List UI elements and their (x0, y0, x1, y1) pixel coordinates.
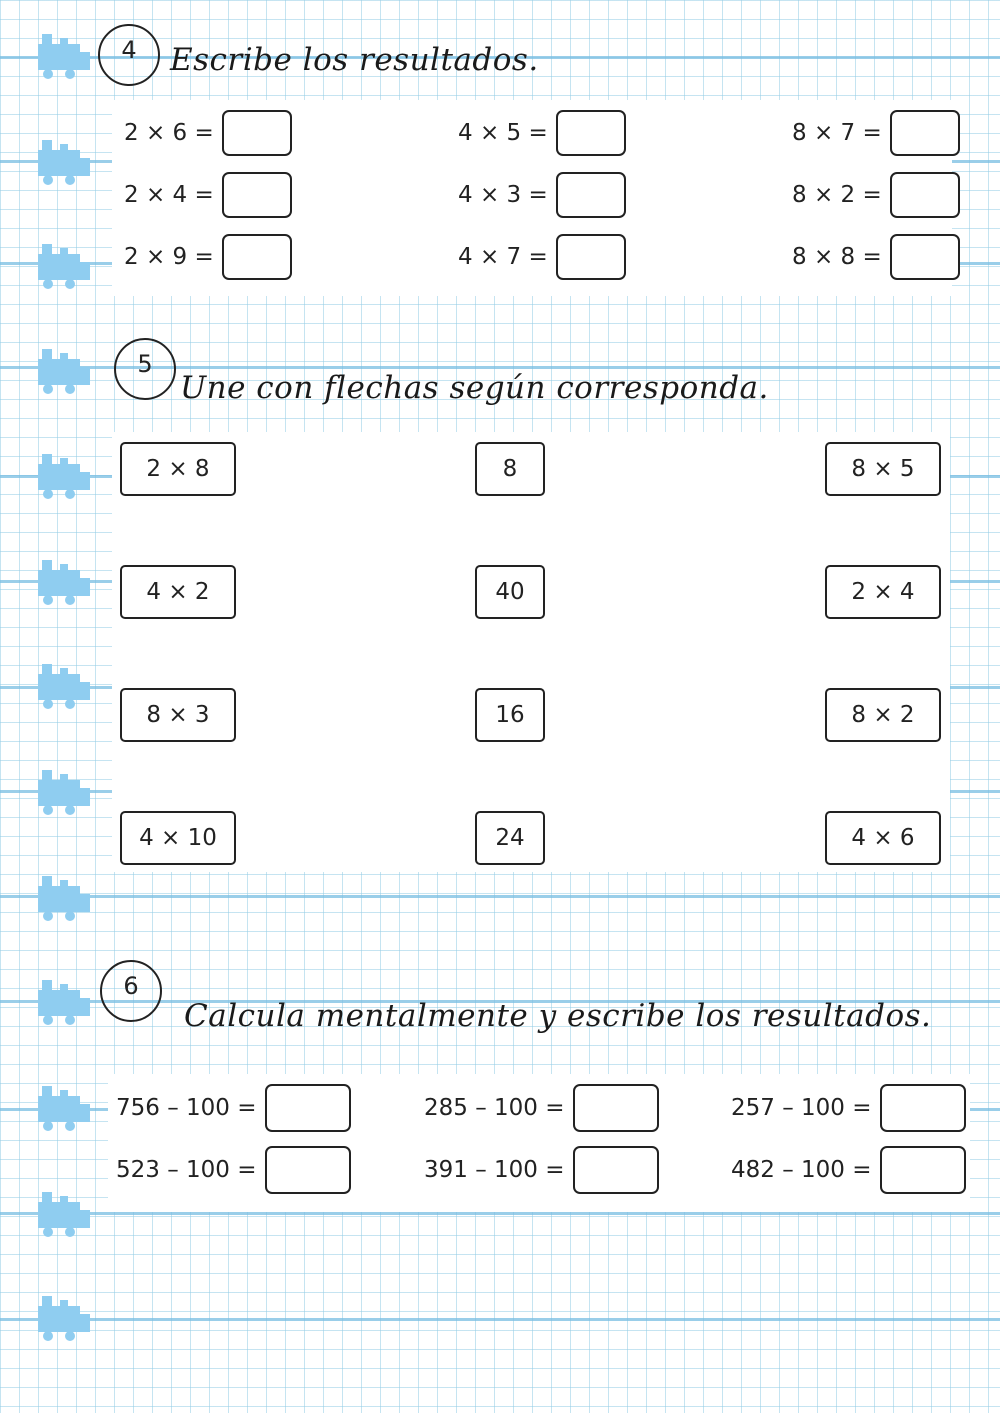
answer-box[interactable] (880, 1146, 966, 1194)
answer-box[interactable] (890, 172, 960, 218)
train-icon (34, 872, 94, 922)
right-expression[interactable]: 2 × 4 (825, 565, 941, 619)
equation-text: 2 × 6 = (124, 120, 214, 146)
answer-box[interactable] (880, 1084, 966, 1132)
answer-box[interactable] (573, 1146, 659, 1194)
equation (731, 1146, 966, 1194)
train-icon (34, 30, 94, 80)
left-expression[interactable]: 4 × 2 (120, 565, 236, 619)
equation (792, 110, 960, 156)
equation-text: 8 × 8 = (792, 244, 882, 270)
answer-box[interactable] (265, 1146, 351, 1194)
equation-text: 391 – 100 = (424, 1157, 565, 1183)
ruled-line (0, 1318, 1000, 1321)
equation (458, 172, 626, 218)
answer-box[interactable] (265, 1084, 351, 1132)
equation (424, 1084, 659, 1132)
equation-text: 8 × 2 = (792, 182, 882, 208)
equation (731, 1084, 966, 1132)
left-expression[interactable]: 8 × 3 (120, 688, 236, 742)
section6-title: Calcula mentalmente y escribe los resultados. (184, 998, 932, 1034)
equation (792, 234, 960, 280)
equation-text: 4 × 5 = (458, 120, 548, 146)
train-icon (34, 136, 94, 186)
ruled-line (0, 895, 1000, 898)
result-value[interactable]: 24 (475, 811, 545, 865)
equation (458, 110, 626, 156)
result-value[interactable]: 16 (475, 688, 545, 742)
equation-text: 2 × 4 = (124, 182, 214, 208)
train-icon (34, 240, 94, 290)
answer-box[interactable] (222, 234, 292, 280)
section5-panel (112, 432, 950, 872)
train-icon (34, 976, 94, 1026)
equation (124, 172, 292, 218)
equation (424, 1146, 659, 1194)
answer-box[interactable] (222, 172, 292, 218)
equation-text: 8 × 7 = (792, 120, 882, 146)
equation (116, 1084, 351, 1132)
equation (458, 234, 626, 280)
answer-box[interactable] (222, 110, 292, 156)
right-expression[interactable]: 4 × 6 (825, 811, 941, 865)
equation-text: 523 – 100 = (116, 1157, 257, 1183)
result-value[interactable]: 40 (475, 565, 545, 619)
section5-title: Une con flechas según corresponda. (180, 370, 769, 406)
equation-text: 257 – 100 = (731, 1095, 872, 1121)
train-icon (34, 1292, 94, 1342)
exercise-number-5: 5 (114, 338, 176, 400)
train-icon (34, 660, 94, 710)
right-expression[interactable]: 8 × 5 (825, 442, 941, 496)
answer-box[interactable] (556, 110, 626, 156)
equation-text: 482 – 100 = (731, 1157, 872, 1183)
train-icon (34, 1082, 94, 1132)
train-icon (34, 1188, 94, 1238)
equation-text: 2 × 9 = (124, 244, 214, 270)
answer-box[interactable] (890, 234, 960, 280)
exercise-number-4: 4 (98, 24, 160, 86)
result-value[interactable]: 8 (475, 442, 545, 496)
equation-text: 285 – 100 = (424, 1095, 565, 1121)
ruled-line (0, 1212, 1000, 1215)
right-expression[interactable]: 8 × 2 (825, 688, 941, 742)
equation (792, 172, 960, 218)
train-icon (34, 556, 94, 606)
answer-box[interactable] (556, 172, 626, 218)
equation-text: 4 × 3 = (458, 182, 548, 208)
train-icon (34, 345, 94, 395)
answer-box[interactable] (556, 234, 626, 280)
equation (116, 1146, 351, 1194)
exercise-number-6: 6 (100, 960, 162, 1022)
train-icon (34, 450, 94, 500)
section4-title: Escribe los resultados. (170, 42, 539, 78)
answer-box[interactable] (890, 110, 960, 156)
equation-text: 756 – 100 = (116, 1095, 257, 1121)
left-expression[interactable]: 2 × 8 (120, 442, 236, 496)
left-expression[interactable]: 4 × 10 (120, 811, 236, 865)
answer-box[interactable] (573, 1084, 659, 1132)
train-icon (34, 766, 94, 816)
equation-text: 4 × 7 = (458, 244, 548, 270)
equation (124, 110, 292, 156)
equation (124, 234, 292, 280)
